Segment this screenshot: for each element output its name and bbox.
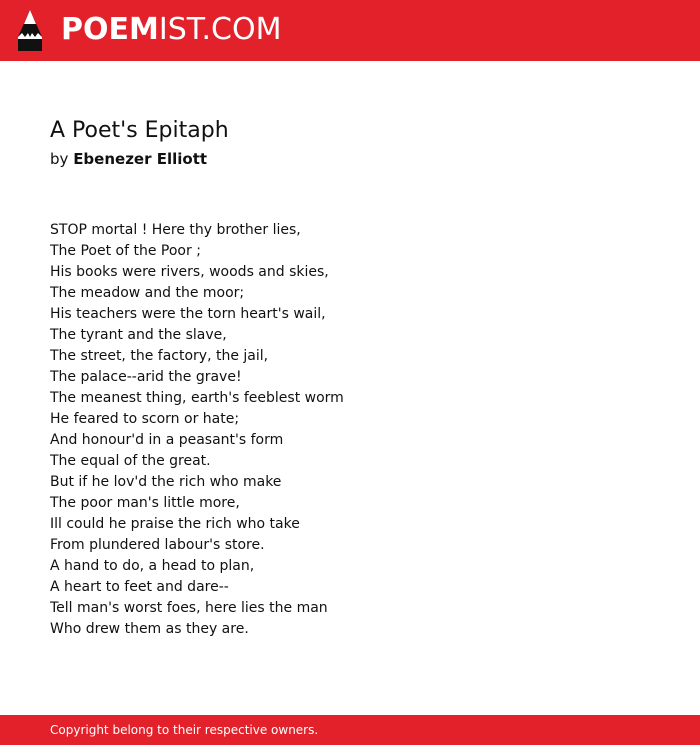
poem-line: Ill could he praise the rich who take (50, 516, 300, 532)
poem-line: The equal of the great. (50, 453, 211, 469)
poem-line: The meanest thing, earth's feeblest worm (50, 390, 344, 406)
poem-line: The palace--arid the grave! (50, 369, 242, 385)
poem-byline (50, 148, 670, 170)
poem-line: A heart to feet and dare-- (50, 579, 229, 595)
poem-content (50, 115, 670, 640)
poem-line: The street, the factory, the jail, (50, 348, 269, 364)
poem-line: He feared to scorn or hate; (50, 411, 240, 427)
poem-line: From plundered labour's store. (50, 537, 265, 553)
copyright-text: Copyright belong to their respective owners. (50, 723, 319, 737)
logo-wordmark (61, 11, 282, 47)
poem-body (50, 220, 670, 640)
poem-line: His books were rivers, woods and skies, (50, 264, 329, 280)
poem-line: And honour'd in a peasant's form (50, 432, 284, 448)
poem-title: A Poet's Epitaph (50, 118, 229, 143)
by-label: by (50, 150, 69, 168)
poem-line: STOP mortal ! Here thy brother lies, (50, 222, 301, 238)
logo-wordmark-bold: POEM (61, 11, 159, 47)
pen-nib-icon (16, 9, 44, 52)
poem-line: Who drew them as they are. (50, 621, 249, 637)
poem-line: Tell man's worst foes, here lies the man (50, 600, 328, 616)
site-footer (0, 715, 700, 745)
poem-line: The tyrant and the slave, (50, 327, 227, 343)
site-header (0, 0, 700, 61)
poem-line: But if he lov'd the rich who make (50, 474, 282, 490)
site-logo-link[interactable] (16, 9, 281, 52)
poem-line: The poor man's little more, (50, 495, 240, 511)
poem-line: A hand to do, a head to plan, (50, 558, 255, 574)
author-link[interactable]: Ebenezer Elliott (73, 150, 208, 168)
poem-line: The Poet of the Poor ; (50, 243, 201, 259)
logo-wordmark-light: IST.COM (158, 11, 282, 47)
poem-line: His teachers were the torn heart's wail, (50, 306, 326, 322)
poem-line: The meadow and the moor; (50, 285, 245, 301)
